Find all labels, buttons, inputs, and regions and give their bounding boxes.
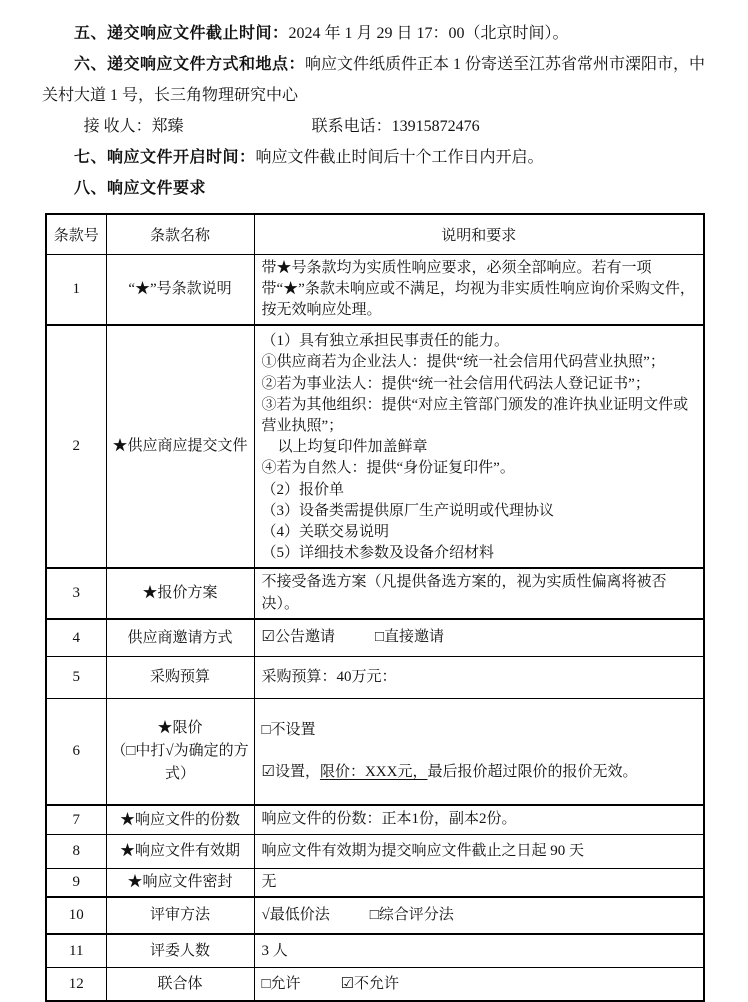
clause-name: ★响应文件密封 <box>106 869 254 898</box>
clause-number: 10 <box>46 897 106 934</box>
clause-description <box>254 835 704 869</box>
section-6-label: 六、递交响应文件方式和地点： <box>74 56 306 73</box>
clause-name: 评审方法 <box>106 897 254 934</box>
checkbox-option: □不设置 <box>261 721 316 738</box>
description-line <box>262 762 697 783</box>
description-segment: ①供应商若为企业法人：提供“统一社会信用代码营业执照”； <box>261 354 665 371</box>
description-segment: 最后报价超过限价的报价无效。 <box>427 764 638 780</box>
description-line <box>262 458 697 479</box>
table-row <box>46 657 704 699</box>
col-header-clause-name: 条款名称 <box>106 214 254 254</box>
description-line <box>262 480 697 501</box>
table-row <box>46 805 704 835</box>
description-segment: ④若为自然人：提供“身份证复印件”。 <box>261 460 515 477</box>
description-segment: 无 <box>261 874 277 891</box>
clause-number: 2 <box>46 325 106 568</box>
clause-name: 联合体 <box>106 967 254 1001</box>
clause-description <box>254 325 704 568</box>
receiver-name: 接 收人：郑臻 <box>83 118 184 135</box>
checkbox-option: ☑不允许 <box>340 975 400 992</box>
clause-name: 采购预算 <box>106 657 254 699</box>
section-5-label: 五、递交响应文件截止时间： <box>74 25 289 42</box>
description-line <box>262 941 697 962</box>
contact-phone: 联系电话：13915872476 <box>311 118 480 135</box>
clause-number: 12 <box>46 967 106 1001</box>
section-5-text: 2024 年 1 月 29 日 17：00（北京时间）。 <box>288 25 569 42</box>
description-segment: 限价：XXX元， <box>319 764 428 780</box>
table-row <box>46 699 704 805</box>
table-header-row <box>46 214 704 254</box>
section-7-opening-time <box>42 142 712 173</box>
col-header-description: 说明和要求 <box>254 214 704 254</box>
section-7-text: 响应文件截止时间后十个工作日内开启。 <box>255 149 544 166</box>
table-row <box>46 568 704 618</box>
contact-line <box>42 111 712 142</box>
description-line <box>262 543 697 564</box>
clause-name: 评委人数 <box>106 934 254 967</box>
table-row <box>46 835 704 869</box>
description-segment: ②若为事业法人：提供“统一社会信用代码法人登记证书”； <box>261 375 650 392</box>
description-line <box>262 974 697 995</box>
description-line <box>262 809 697 830</box>
clause-name: “★”号条款说明 <box>106 254 254 325</box>
clause-description <box>254 568 704 618</box>
clause-number: 11 <box>46 934 106 967</box>
table-row <box>46 967 704 1001</box>
table-row <box>46 254 704 325</box>
description-segment: 不接受备选方案（凡提供备选方案的，视为实质性偏离将被否决）。 <box>261 574 667 612</box>
col-header-clause-no: 条款号 <box>46 214 106 254</box>
checkbox-option: √最低价法 <box>261 907 330 924</box>
section-8-requirements <box>42 173 712 204</box>
description-segment: （5）详细技术参数及设备介绍材料 <box>261 545 495 562</box>
table-row <box>46 619 704 657</box>
section-6-text: 响应文件纸质件正本 1 份寄送至江苏省常州市溧阳市，中关村大道 1 号，长三角物理研究中心 <box>42 56 706 104</box>
description-segment: 3 人 <box>261 942 288 959</box>
clause-description <box>254 699 704 805</box>
checkbox-option: □直接邀请 <box>374 629 445 646</box>
clause-name-line: （□中打√为确定的方式） <box>111 743 249 782</box>
clause-name-line: ★限价 <box>157 720 203 736</box>
description-segment: ③若为其他组织：提供“对应主管部门颁发的准许执业证明文件或营业执照”； <box>261 396 689 434</box>
description-segment: 采购预算：40万元： <box>261 669 397 686</box>
clause-number: 1 <box>46 254 106 325</box>
clause-description <box>254 805 704 835</box>
description-segment: （1）具有独立承担民事责任的能力。 <box>261 333 510 350</box>
table-row <box>46 325 704 568</box>
clause-description <box>254 869 704 898</box>
clause-number: 6 <box>46 699 106 805</box>
description-line <box>262 258 697 322</box>
description-segment: （2）报价单 <box>261 481 345 498</box>
clause-name: ★响应文件的份数 <box>106 805 254 835</box>
section-6-delivery <box>42 49 712 111</box>
description-segment: 带★号条款均为实质性响应要求，必须全部响应。若有一项带“★”条款未响应或不满足，均视为非实质性响应询价采购文件，按无效响应处理。 <box>261 259 695 318</box>
clause-name: ★供应商应提交文件 <box>106 325 254 568</box>
clause-name <box>106 699 254 805</box>
requirements-table <box>45 213 705 1002</box>
table-row <box>46 897 704 934</box>
description-segment: （4）关联交易说明 <box>261 523 390 540</box>
description-segment: （3）设备类需提供原厂生产说明或代理协议 <box>261 502 555 519</box>
clause-description <box>254 254 704 325</box>
description-line <box>262 437 697 458</box>
clause-number: 8 <box>46 835 106 869</box>
clause-number: 9 <box>46 869 106 898</box>
description-line <box>262 374 697 395</box>
checkbox-option: □综合评分法 <box>369 907 454 924</box>
clause-name: ★响应文件有效期 <box>106 835 254 869</box>
description-line <box>262 741 697 762</box>
description-line <box>262 522 697 543</box>
clause-description <box>254 657 704 699</box>
description-line <box>262 905 697 926</box>
table-row <box>46 869 704 898</box>
clause-description <box>254 619 704 657</box>
section-8-label: 八、响应文件要求 <box>74 180 207 197</box>
description-line <box>262 331 697 352</box>
clause-name: ★报价方案 <box>106 568 254 618</box>
clause-number: 7 <box>46 805 106 835</box>
description-line <box>262 720 697 741</box>
description-segment: 以上均复印件加盖鲜章 <box>277 439 428 456</box>
description-line <box>262 627 697 648</box>
description-line <box>262 572 697 614</box>
description-line <box>262 872 697 893</box>
description-line <box>262 667 697 688</box>
description-line <box>262 352 697 373</box>
description-line <box>262 395 697 437</box>
description-segment: 响应文件有效期为提交响应文件截止之日起 90 天 <box>261 843 585 860</box>
clause-description <box>254 967 704 1001</box>
clause-description <box>254 897 704 934</box>
section-5-deadline <box>42 18 712 49</box>
checkbox-option: ☑设置， <box>261 764 320 780</box>
description-segment: 响应文件的份数：正本1份，副本2份。 <box>261 811 517 828</box>
clause-number: 5 <box>46 657 106 699</box>
clause-name: 供应商邀请方式 <box>106 619 254 657</box>
description-line <box>262 841 697 862</box>
description-line <box>262 501 697 522</box>
checkbox-option: ☑公告邀请 <box>261 629 335 646</box>
table-row <box>46 934 704 967</box>
checkbox-option: □允许 <box>261 975 301 992</box>
section-7-label: 七、响应文件开启时间： <box>74 149 256 166</box>
clause-description <box>254 934 704 967</box>
clause-number: 4 <box>46 619 106 657</box>
clause-number: 3 <box>46 568 106 618</box>
